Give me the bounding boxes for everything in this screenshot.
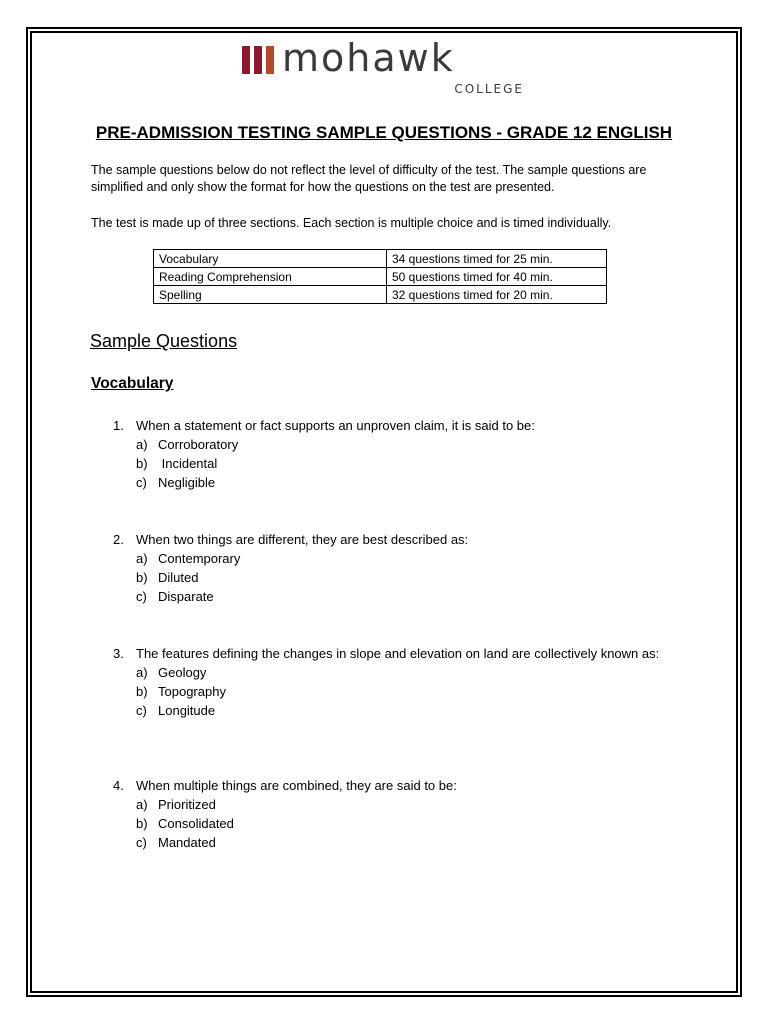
option-letter: c) — [136, 589, 147, 604]
sample-questions-heading: Sample Questions — [90, 331, 238, 351]
question-stem — [113, 530, 673, 549]
question-text: When a statement or fact supports an unproven claim, it is said to be: — [136, 418, 535, 433]
option-text: Longitude — [158, 703, 216, 718]
option-letter: a) — [136, 665, 148, 680]
question-1 — [113, 416, 673, 492]
option-letter: c) — [136, 703, 147, 718]
logo-bar-2 — [254, 46, 262, 74]
document-title: PRE-ADMISSION TESTING SAMPLE QUESTIONS - GRADE 12 ENGLISH — [95, 123, 673, 142]
option-letter: b) — [136, 684, 148, 699]
logo-wordmark: mohawk — [282, 36, 455, 80]
intro-paragraph-1: The sample questions below do not reflect the level of difficulty of the test. The sample questions are simplified and only show the format for how the questions on the test are presented. — [91, 163, 647, 194]
question-number: 1. — [113, 418, 124, 433]
answer-option — [113, 682, 673, 701]
option-text: Incidental — [158, 456, 218, 471]
question-3 — [113, 644, 673, 720]
vocabulary-heading: Vocabulary — [91, 375, 174, 392]
option-text: Contemporary — [158, 551, 241, 566]
section-name-cell: Spelling — [154, 286, 387, 304]
section-name-cell: Reading Comprehension — [154, 268, 387, 286]
option-letter: c) — [136, 835, 147, 850]
answer-option — [113, 833, 673, 852]
option-letter: b) — [136, 816, 148, 831]
option-letter: c) — [136, 475, 147, 490]
answer-option — [113, 454, 673, 473]
option-text: Corroboratory — [158, 437, 239, 452]
question-stem — [113, 416, 673, 435]
question-stem — [113, 644, 673, 663]
answer-option — [113, 568, 673, 587]
answer-option — [113, 701, 673, 720]
section-name-cell: Vocabulary — [154, 250, 387, 268]
answer-option — [113, 549, 673, 568]
option-letter: b) — [136, 570, 148, 585]
answer-option — [113, 435, 673, 454]
logo-bars-icon — [242, 46, 274, 74]
question-number: 4. — [113, 778, 124, 793]
section-detail-cell: 34 questions timed for 25 min. — [387, 250, 607, 268]
option-text: Prioritized — [158, 797, 216, 812]
question-text: When two things are different, they are best described as: — [136, 532, 469, 547]
section-detail-cell: 50 questions timed for 40 min. — [387, 268, 607, 286]
mohawk-college-logo — [242, 36, 532, 98]
question-number: 3. — [113, 646, 124, 661]
section-detail-cell: 32 questions timed for 20 min. — [387, 286, 607, 304]
question-number: 2. — [113, 532, 124, 547]
option-letter: b) — [136, 456, 148, 471]
option-text: Diluted — [158, 570, 199, 585]
option-text: Consolidated — [158, 816, 234, 831]
option-text: Disparate — [158, 589, 214, 604]
sections-table — [153, 249, 607, 304]
option-text: Negligible — [158, 475, 216, 490]
answer-option — [113, 814, 673, 833]
question-text: When multiple things are combined, they are said to be: — [136, 778, 457, 793]
option-text: Topography — [158, 684, 226, 699]
option-text: Geology — [158, 665, 207, 680]
question-4 — [113, 776, 673, 852]
logo-bar-3 — [266, 46, 274, 74]
option-letter: a) — [136, 797, 148, 812]
option-letter: a) — [136, 551, 148, 566]
question-text: The features defining the changes in slope and elevation on land are collectively known as: — [136, 646, 660, 661]
option-letter: a) — [136, 437, 148, 452]
table-row — [154, 268, 607, 286]
question-2 — [113, 530, 673, 606]
answer-option — [113, 473, 673, 492]
logo-subtitle: COLLEGE — [454, 82, 524, 96]
table-row — [154, 250, 607, 268]
question-stem — [113, 776, 673, 795]
option-text: Mandated — [158, 835, 216, 850]
answer-option — [113, 795, 673, 814]
answer-option — [113, 663, 673, 682]
intro-paragraph-2: The test is made up of three sections. Each section is multiple choice and is timed individually. — [91, 216, 612, 230]
logo-bar-1 — [242, 46, 250, 74]
answer-option — [113, 587, 673, 606]
table-row — [154, 286, 607, 304]
